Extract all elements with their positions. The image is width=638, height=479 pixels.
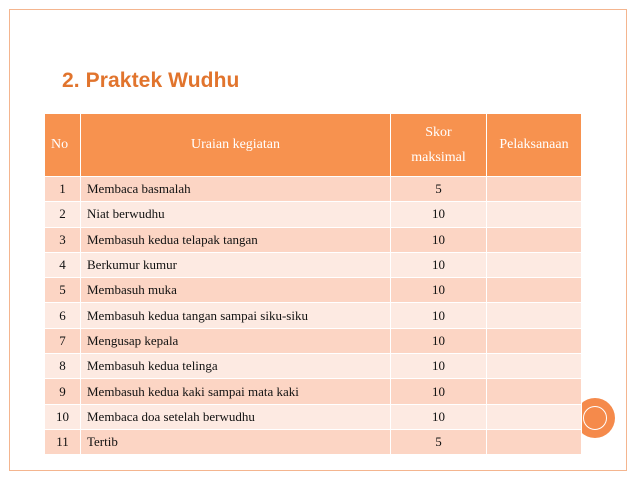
- cell-skor: 10: [391, 227, 487, 252]
- header-no: No: [45, 114, 81, 177]
- cell-uraian: Membasuh kedua telinga: [81, 354, 391, 379]
- table-row: [45, 328, 582, 353]
- cell-uraian: Membasuh kedua kaki sampai mata kaki: [81, 379, 391, 404]
- cell-skor: 10: [391, 379, 487, 404]
- cell-skor: 10: [391, 354, 487, 379]
- cell-skor: 10: [391, 278, 487, 303]
- table-row: [45, 404, 582, 429]
- cell-no: 10: [45, 404, 81, 429]
- table-body: [45, 177, 582, 455]
- cell-skor: 10: [391, 202, 487, 227]
- cell-uraian: Mengusap kepala: [81, 328, 391, 353]
- table-row: [45, 227, 582, 252]
- cell-skor: 10: [391, 404, 487, 429]
- cell-uraian: Berkumur kumur: [81, 252, 391, 277]
- cell-no: 7: [45, 328, 81, 353]
- cell-skor: 5: [391, 429, 487, 454]
- cell-no: 1: [45, 177, 81, 202]
- cell-pelaksanaan: [487, 404, 582, 429]
- table-row: [45, 202, 582, 227]
- cell-skor: 10: [391, 328, 487, 353]
- table-row: [45, 354, 582, 379]
- header-skor-line1: Skor: [425, 125, 452, 140]
- cell-uraian: Membaca basmalah: [81, 177, 391, 202]
- cell-uraian: Membasuh kedua telapak tangan: [81, 227, 391, 252]
- cell-uraian: Niat berwudhu: [81, 202, 391, 227]
- cell-skor: 10: [391, 252, 487, 277]
- cell-skor: 5: [391, 177, 487, 202]
- cell-pelaksanaan: [487, 379, 582, 404]
- header-skor: [391, 114, 487, 177]
- cell-no: 6: [45, 303, 81, 328]
- slide-title: 2. Praktek Wudhu: [62, 69, 240, 92]
- cell-no: 8: [45, 354, 81, 379]
- cell-pelaksanaan: [487, 303, 582, 328]
- cell-pelaksanaan: [487, 202, 582, 227]
- table-row: [45, 303, 582, 328]
- cell-no: 3: [45, 227, 81, 252]
- cell-uraian: Membaca doa setelah berwudhu: [81, 404, 391, 429]
- cell-no: 11: [45, 429, 81, 454]
- table-row: [45, 177, 582, 202]
- cell-pelaksanaan: [487, 328, 582, 353]
- cell-uraian: Tertib: [81, 429, 391, 454]
- table-row: [45, 278, 582, 303]
- cell-uraian: Membasuh muka: [81, 278, 391, 303]
- cell-no: 9: [45, 379, 81, 404]
- assessment-table: [44, 113, 582, 455]
- cell-no: 5: [45, 278, 81, 303]
- cell-pelaksanaan: [487, 278, 582, 303]
- cell-no: 2: [45, 202, 81, 227]
- cell-uraian: Membasuh kedua tangan sampai siku-siku: [81, 303, 391, 328]
- cell-pelaksanaan: [487, 429, 582, 454]
- header-skor-line2: maksimal: [411, 150, 466, 165]
- header-pelaksanaan: Pelaksanaan: [487, 114, 582, 177]
- cell-pelaksanaan: [487, 354, 582, 379]
- cell-skor: 10: [391, 303, 487, 328]
- cell-pelaksanaan: [487, 177, 582, 202]
- cell-pelaksanaan: [487, 227, 582, 252]
- table-header: [45, 114, 582, 177]
- cell-no: 4: [45, 252, 81, 277]
- table-row: [45, 379, 582, 404]
- header-row: [45, 114, 582, 177]
- header-uraian: Uraian kegiatan: [81, 114, 391, 177]
- table-row: [45, 252, 582, 277]
- table-row: [45, 429, 582, 454]
- cell-pelaksanaan: [487, 252, 582, 277]
